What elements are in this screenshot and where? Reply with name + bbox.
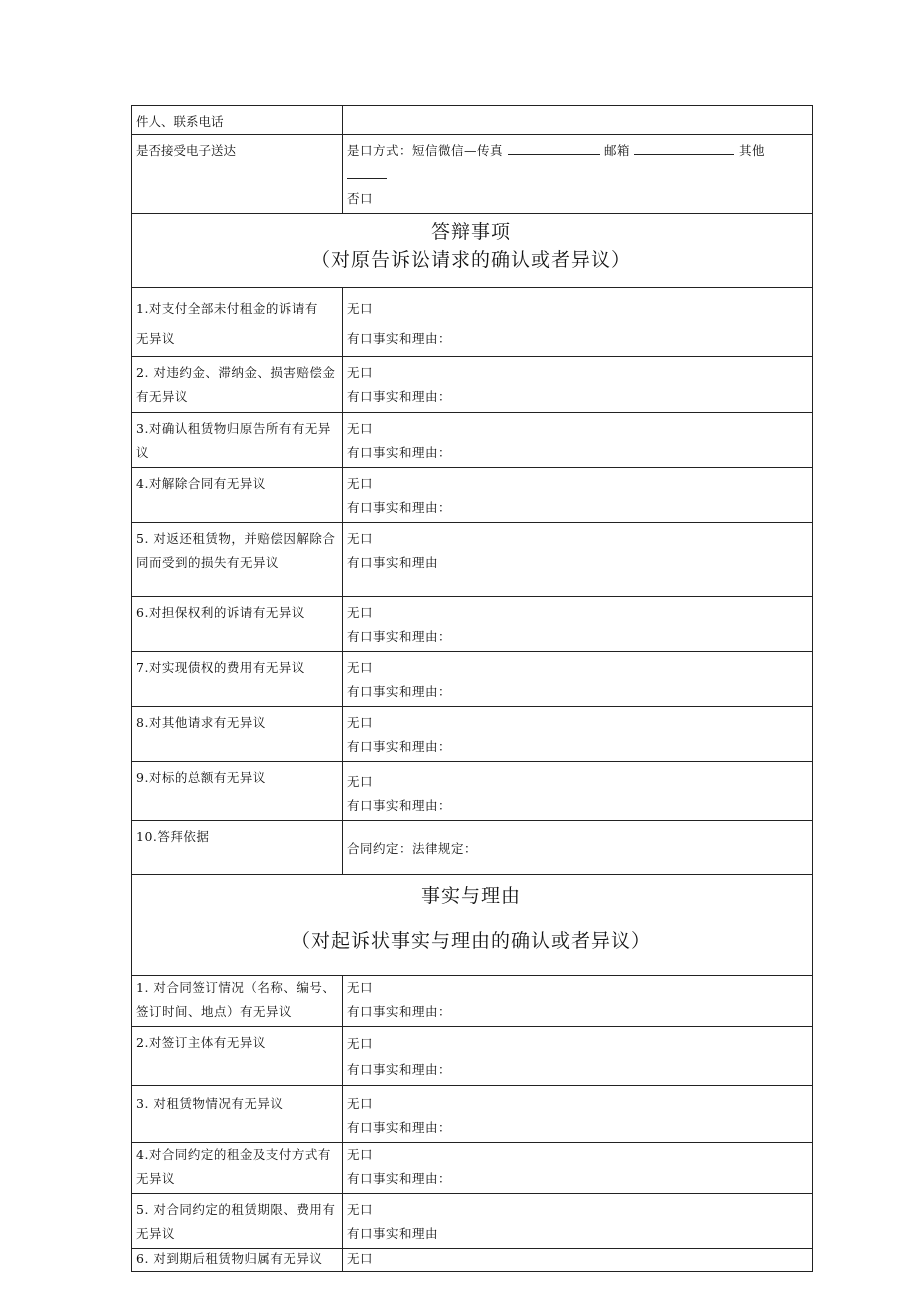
section2-question-6	[132, 1249, 343, 1272]
esend-mail-blank[interactable]	[634, 140, 734, 155]
question-text-cont: 无异议	[136, 331, 176, 346]
esend-other-label: 其他	[738, 143, 765, 158]
section1-basis-row	[132, 821, 813, 875]
objection-option[interactable]: 有口事实和理由：	[347, 1062, 452, 1077]
esend-yes-line	[347, 139, 806, 187]
section2-row-1	[132, 976, 813, 1027]
question-text: 6.对担保权利的诉请有无异议	[136, 605, 305, 620]
section2-title: 事实与理由	[420, 885, 521, 907]
section1-answer-8	[343, 707, 813, 762]
no-objection-option[interactable]: 无口	[347, 365, 374, 380]
esend-fax-blank[interactable]	[508, 140, 600, 155]
section2-answer-6	[343, 1249, 813, 1272]
section1-row-5	[132, 523, 813, 597]
section2-subtitle: （对起诉状事实与理由的确认或者异议）	[290, 930, 651, 952]
no-objection-option[interactable]: 无口	[347, 476, 374, 491]
objection-option[interactable]: 有口事实和理由：	[347, 500, 452, 515]
section2-row-4	[132, 1143, 813, 1194]
section2-row-5	[132, 1194, 813, 1249]
objection-option[interactable]: 有口事实和理由：	[347, 739, 452, 754]
no-objection-option[interactable]: 无口	[347, 980, 374, 995]
section2-question-3	[132, 1086, 343, 1143]
section2-answer-5	[343, 1194, 813, 1249]
section1-question-5	[132, 523, 343, 597]
section1-row-9	[132, 762, 813, 821]
section1-basis-question	[132, 821, 343, 875]
question-text: 2. 对违约金、滞纳金、损害赔偿金有无异议	[136, 365, 336, 404]
question-text: 6. 对到期后租赁物归属有无异议	[136, 1251, 323, 1266]
question-text: 5. 对合同约定的租赁期限、费用有无异议	[136, 1202, 336, 1241]
electronic-service-options	[343, 135, 813, 214]
question-text: 4.对解除合同有无异议	[136, 476, 266, 491]
section2-answer-1	[343, 976, 813, 1027]
no-objection-option[interactable]: 无口	[347, 1036, 374, 1051]
section1-answer-7	[343, 652, 813, 707]
section2-question-5	[132, 1194, 343, 1249]
objection-option[interactable]: 有口事实和理由：	[347, 331, 452, 346]
response-form-table	[131, 105, 813, 1272]
section1-answer-2	[343, 357, 813, 413]
section1-row-4	[132, 468, 813, 523]
objection-option[interactable]: 有口事实和理由：	[347, 389, 452, 404]
section1-question-1	[132, 288, 343, 357]
section2-row-2	[132, 1027, 813, 1086]
section1-basis-answer	[343, 821, 813, 875]
section2-row-3	[132, 1086, 813, 1143]
section2-header-row	[132, 875, 813, 976]
objection-option[interactable]: 有口事实和理由	[347, 1226, 439, 1241]
electronic-service-label-text: 是否接受电子送达	[136, 143, 237, 158]
section1-row-7	[132, 652, 813, 707]
no-objection-option[interactable]: 无口	[347, 660, 374, 675]
contact-value-field[interactable]	[343, 106, 813, 135]
section2-answer-2	[343, 1027, 813, 1086]
section1-row-1	[132, 288, 813, 357]
question-text: 2.对签订主体有无异议	[136, 1035, 266, 1050]
no-objection-option[interactable]: 无口	[347, 1147, 374, 1162]
objection-option[interactable]: 有口事实和理由	[347, 555, 439, 570]
question-text: 7.对实现债权的费用有无异议	[136, 660, 305, 675]
no-objection-option[interactable]: 无口	[347, 421, 374, 436]
section1-answer-1	[343, 288, 813, 357]
no-objection-option[interactable]: 无口	[347, 1202, 374, 1217]
objection-option[interactable]: 有口事实和理由：	[347, 1004, 452, 1019]
objection-option[interactable]: 有口事实和理由：	[347, 1120, 452, 1135]
objection-option[interactable]: 有口事实和理由：	[347, 798, 452, 813]
no-objection-option[interactable]: 无口	[347, 1096, 374, 1111]
section1-question-7	[132, 652, 343, 707]
esend-mail-label: 邮箱	[603, 143, 630, 158]
contact-label-text: 件人、联系电话	[136, 114, 224, 129]
section1-question-2	[132, 357, 343, 413]
section2-question-1	[132, 976, 343, 1027]
no-objection-option[interactable]: 无口	[347, 531, 374, 546]
section1-answer-6	[343, 597, 813, 652]
contact-row	[132, 106, 813, 135]
no-objection-option[interactable]: 无口	[347, 301, 374, 316]
basis-text[interactable]: 合同约定：法律规定：	[347, 840, 478, 856]
section2-answer-3	[343, 1086, 813, 1143]
no-objection-option[interactable]: 无口	[347, 774, 374, 789]
section1-question-8	[132, 707, 343, 762]
electronic-service-row	[132, 135, 813, 214]
section1-question-4	[132, 468, 343, 523]
section2-question-4	[132, 1143, 343, 1194]
contact-label	[132, 106, 343, 135]
section1-answer-3	[343, 413, 813, 468]
esend-yes-option[interactable]: 是口方式：短信微信—传真	[347, 143, 504, 158]
question-text: 10.答拜依据	[136, 829, 210, 844]
section1-answer-4	[343, 468, 813, 523]
esend-no-option[interactable]: 否口	[347, 191, 374, 206]
section2-header	[132, 875, 813, 976]
question-text: 3.对确认租赁物归原告所有有无异议	[136, 421, 331, 460]
question-text: 4.对合同约定的租金及支付方式有无异议	[136, 1147, 331, 1186]
section1-question-9	[132, 762, 343, 821]
section2-row-6	[132, 1249, 813, 1272]
objection-option[interactable]: 有口事实和理由：	[347, 445, 452, 460]
section1-subtitle: （对原告诉讼请求的确认或者异议）	[310, 249, 631, 271]
question-text: 1.对支付全部未付租金的诉请有	[136, 301, 318, 316]
section1-answer-5	[343, 523, 813, 597]
no-objection-option[interactable]: 无口	[347, 605, 374, 620]
no-objection-option[interactable]: 无口	[347, 1251, 374, 1266]
question-text: 9.对标的总额有无异议	[136, 770, 266, 785]
objection-option[interactable]: 有口事实和理由：	[347, 684, 452, 699]
question-text: 5. 对返还租赁物，并赔偿因解除合同而受到的损失有无异议	[136, 531, 336, 570]
electronic-service-label	[132, 135, 343, 214]
no-objection-option[interactable]: 无口	[347, 715, 374, 730]
question-text: 1. 对合同签订情况（名称、编号、签订时间、地点）有无异议	[136, 980, 336, 1019]
section1-answer-9	[343, 762, 813, 821]
objection-option[interactable]: 有口事实和理由：	[347, 629, 452, 644]
section1-row-6	[132, 597, 813, 652]
section1-row-3	[132, 413, 813, 468]
section1-row-2	[132, 357, 813, 413]
section1-title: 答辩事项	[430, 221, 511, 243]
section1-row-8	[132, 707, 813, 762]
section1-header-row	[132, 214, 813, 288]
section1-header	[132, 214, 813, 288]
section2-question-2	[132, 1027, 343, 1086]
question-text: 8.对其他请求有无异议	[136, 715, 266, 730]
section1-question-6	[132, 597, 343, 652]
question-text: 3. 对租赁物情况有无异议	[136, 1096, 284, 1111]
objection-option[interactable]: 有口事实和理由：	[347, 1171, 452, 1186]
esend-other-blank[interactable]	[347, 164, 387, 179]
section1-question-3	[132, 413, 343, 468]
section2-answer-4	[343, 1143, 813, 1194]
